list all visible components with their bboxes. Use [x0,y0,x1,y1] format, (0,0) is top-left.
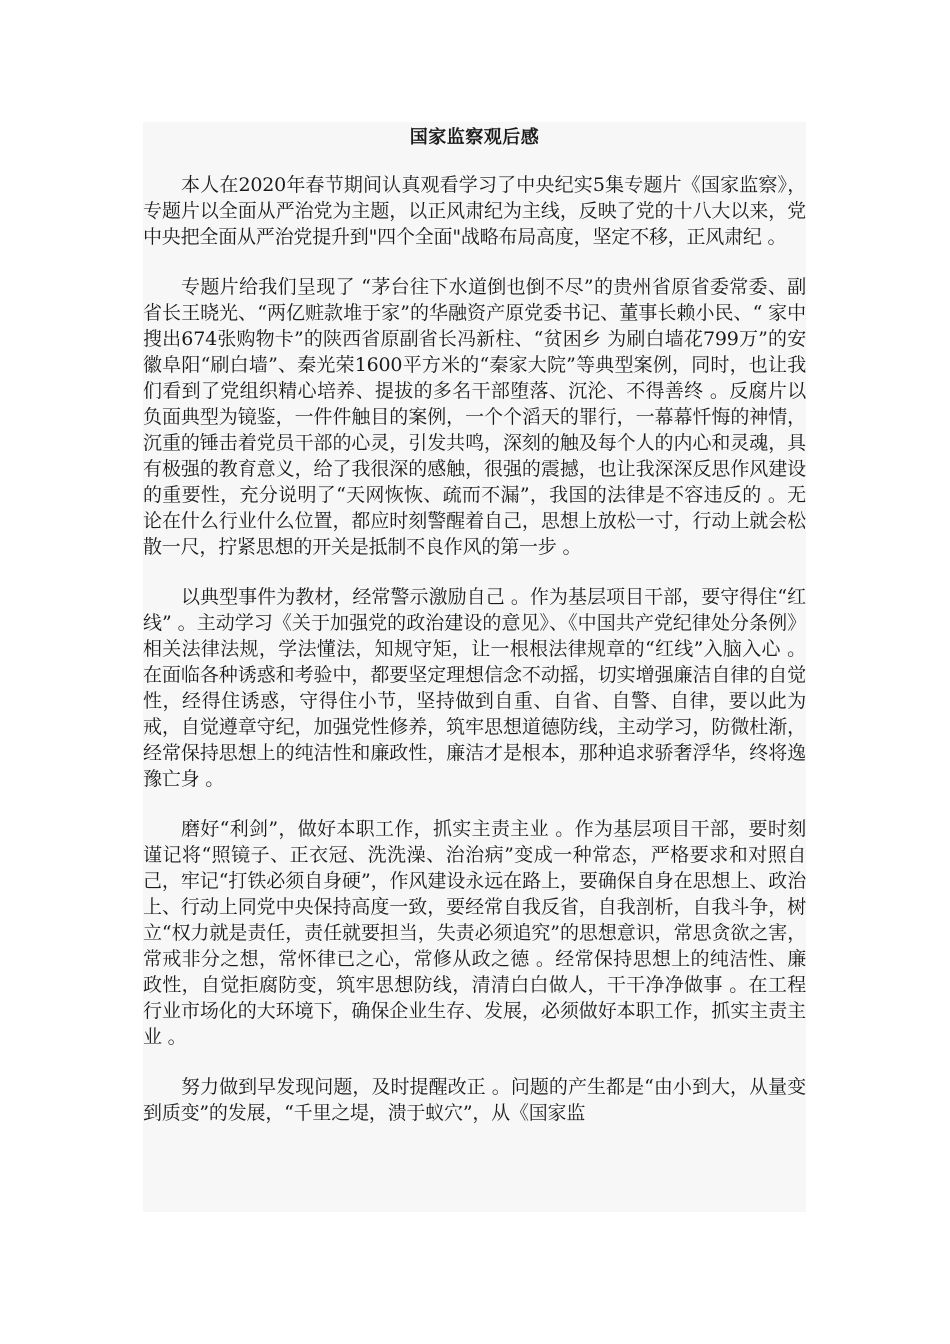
paragraph-3: 以典型事件为教材，经常警示激励自己 。作为基层项目干部，要守得住“红线” 。主动学习《关于加强党的政治建设的意见》、《中国共产党纪律处分条例》相关法律法规，学法懂法，知规守矩，让一根根法律规章的“红线”入脑入心 。在面临各种诱惑和考验中，都要坚定理想信念不动摇，切实增强廉洁自律的自觉性，经得住诱惑，守得住小节，坚持做到自重、自省、自警、自律，要以此为戒，自觉遵章守纪，加强党性修养，筑牢思想道德防线，主动学习，防微杜渐，经常保持思想上的纯洁性和廉政性，廉洁才是根本，那种追求骄奢浮华，终将逸豫亡身 。 [143,586,806,790]
paragraph-5: 努力做到早发现问题，及时提醒改正 。问题的产生都是“由小到大，从量变到质变”的发展，“千里之堤，溃于蚁穴”，从《国家监 [143,1076,806,1124]
paragraph-2: 专题片给我们呈现了 “茅台往下水道倒也倒不尽”的贵州省原省委常委、副省长王晓光、“两亿赃款堆于家”的华融资产原党委书记、董事长赖小民、“ 家中搜出674张购物卡”的陕西省原副省长冯新柱、“贫困乡 为刷白墙花799万”的安徽阜阳“刷白墙”、秦光荣1600平方米的“秦家大院”等典型案例，同时，也让我们看到了党组织精心培养、提拔的多名干部堕落、沉沦、不得善终 。反腐片以负面典型为镜鉴，一件件触目的案例，一个个滔天的罪行，一幕幕忏悔的神情，沉重的锤击着党员干部的心灵，引发共鸣，深刻的触及每个人的内心和灵魂，具有极强的教育意义，给了我很深的感触，很强的震撼，也让我深深反思作风建设的重要性，充分说明了“天网恢恢、疏而不漏”，我国的法律是不容违反的 。无论在什么行业什么位置，都应时刻警醒着自己，思想上放松一寸，行动上就会松散一尺，拧紧思想的开关是抵制不良作风的第一步 。 [143,276,806,558]
document-title: 国家监察观后感 [409,127,540,148]
paragraph-1: 本人在2020年春节期间认真观看学习了中央纪实5集专题片《国家监察》，专题片以全面从严治党为主题，以正风肃纪为主线，反映了党的十八大以来，党中央把全面从严治党提升到"四个全面"战略布局高度，坚定不移，正风肃纪 。 [143,174,806,248]
paragraph-4: 磨好“利剑”，做好本职工作，抓实主责主业 。作为基层项目干部，要时刻谨记将“照镜子、正衣冠、洗洗澡、治治病”变成一种常态，严格要求和对照自己，牢记“打铁必须自身硬”，作风建设永远在路上，要确保自身在思想上、政治上、行动上同党中央保持高度一致，要经常自我反省，自我剖析，自我斗争，树立“权力就是责任，责任就要担当，失责必须追究”的思想意识，常思贪欲之害，常戒非分之想，常怀律已之心，常修从政之德 。经常保持思想上的纯洁性、廉政性，自觉拒腐防变，筑牢思想防线，清清白白做人，干干净净做事 。在工程行业市场化的大环境下，确保企业生存、发展，必须做好本职工作，抓实主责主业 。 [143,818,806,1048]
document-page [143,122,806,1212]
